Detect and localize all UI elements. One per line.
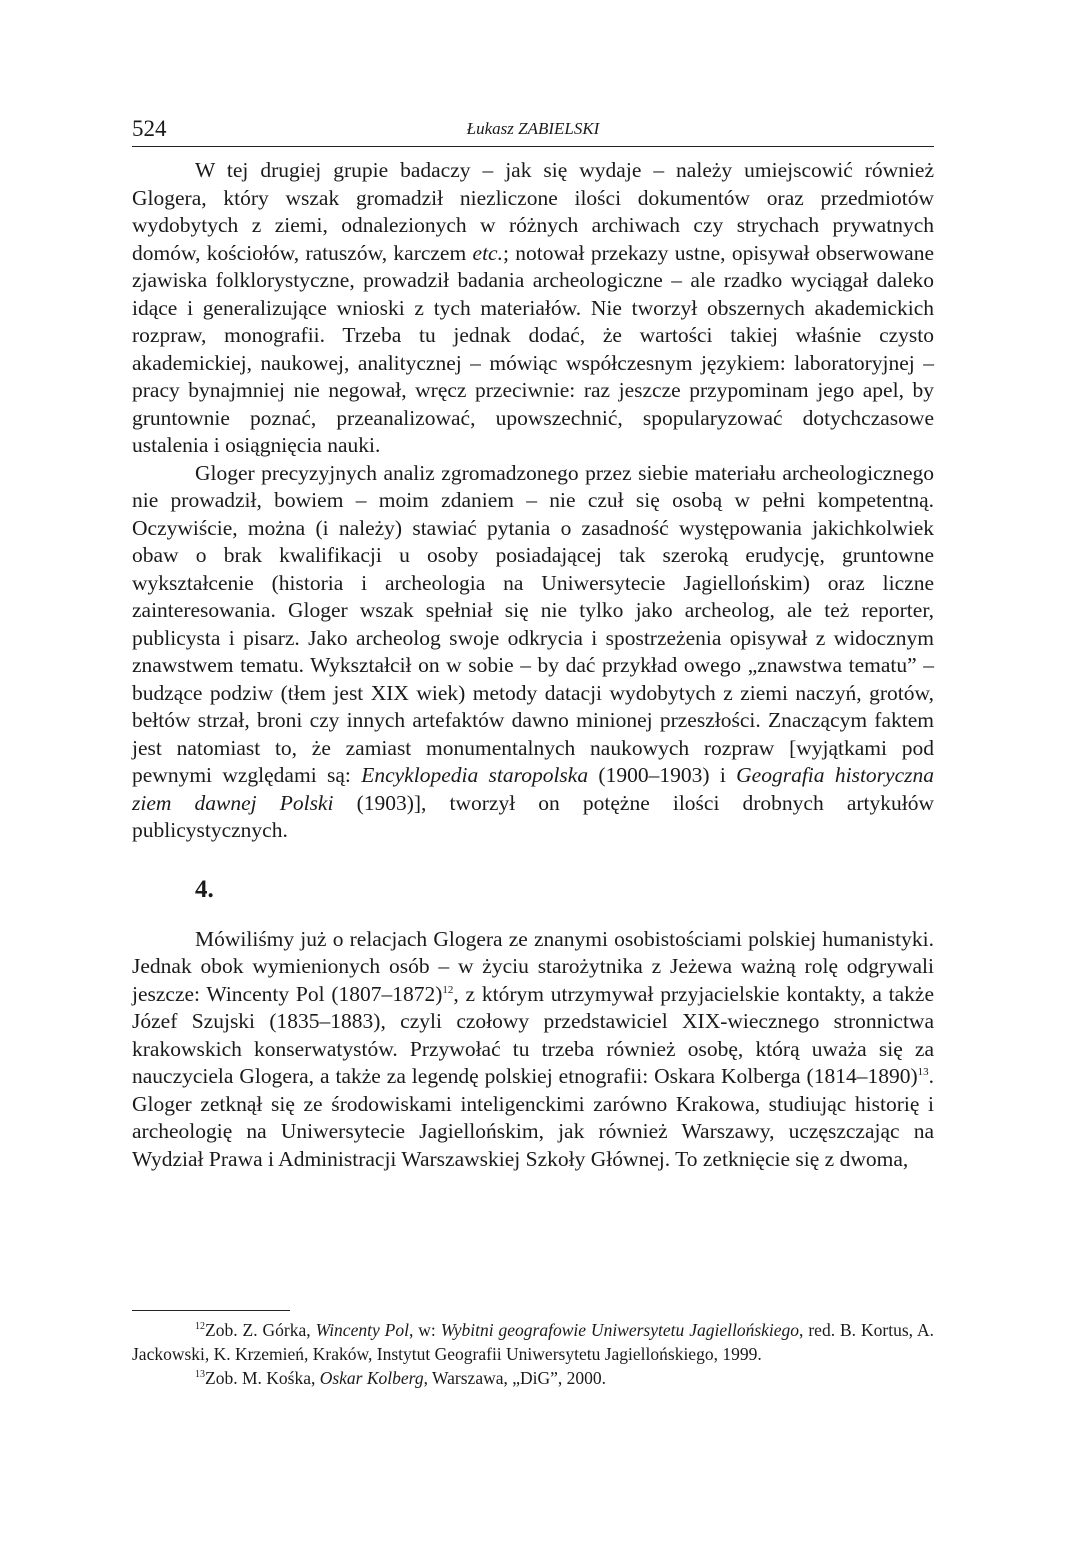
running-head-author: Łukasz ZABIELSKI <box>466 119 600 138</box>
paragraph-3-text-a: Mówiliśmy już o relacjach Glogera ze znanymi osobistościami polskiej humanistyki. Jednak obok wymienionych osób – w życiu starożytnika z Jeżewa ważną rolę odgrywali jeszcze: Wincenty Pol (1807–1872) <box>132 926 934 1006</box>
footnote-12-number: 12 <box>195 1321 205 1333</box>
paragraph-2-text-b: (1900–1903) i <box>588 763 737 787</box>
page-number: 524 <box>132 116 167 141</box>
paragraph-2-text-c: (1903)], tworzył on potężne ilości drobnych artykułów publicystycznych. <box>132 790 935 842</box>
paragraph-2-italic-title-2: Geografia historyczna ziem dawnej Polski <box>132 763 934 815</box>
footnote-13 <box>132 1366 934 1390</box>
page-header <box>132 116 934 147</box>
paragraph-2 <box>132 460 934 845</box>
paragraph-1-text-a: W tej drugiej grupie badaczy – jak się wydaje – należy umiejscowić również Glogera, który wszak gromadził niezliczone ilości dokumentów oraz przedmiotów wydobytych z ziemi, odnalezionych w różnych archiwach czy strychach prywatnych domów, kościołów, ratuszów, karczem <box>132 158 934 265</box>
paragraph-2-italic-title-1: Encyklopedia staropolska <box>361 763 589 787</box>
paragraph-2-text-a: Gloger precyzyjnych analiz zgromadzonego przez siebie materiału archeologicznego nie prowadził, bowiem – moim zdaniem – nie czuł się osobą w pełni kompetentną. Oczywiście, można (i należy) stawiać pytania o zasadność występowania jakichkolwiek obaw o brak kwalifikacji u osoby posiadającej tak szeroką erudycję, gruntowne wykształcenie (historia i archeologia na Uniwersytecie Jagiellońskim) oraz liczne zainteresowania. Gloger wszak spełniał się nie tylko jako archeolog, ale też reporter, publicysta i pisarz. Jako archeolog swoje odkrycia i spostrzeżenia opisywał z widocznym znawstwem tematu. Wykształcił on w sobie – by dać przykład owego „znawstwa tematu” – budzące podziw (tłem jest XIX wiek) metody datacji wydobytych z ziemi naczyń, grotów, bełtów strzał, broni czy innych artefaktów dawno minionej przeszłości. Znaczącym faktem jest natomiast to, że zamiast monumentalnych naukowych rozpraw [wyjątkami pod pewnymi względami są: <box>132 460 934 787</box>
section-heading: 4. <box>195 875 214 903</box>
paragraph-3 <box>132 926 934 1174</box>
paragraph-1 <box>132 157 934 460</box>
footnote-13-number: 13 <box>195 1369 205 1381</box>
footnote-12-text-c: , red. B. Kortus, A. Jackowski, K. Krzemień, Kraków, Instytut Geografii Uniwersytetu Jagiellońskiego, 1999. <box>132 1320 935 1364</box>
footnote-12-text-b: , w: <box>408 1320 441 1340</box>
footnote-13-text-a: Zob. M. Kośka, <box>205 1368 320 1388</box>
footnotes <box>132 1318 934 1390</box>
paragraph-1-italic-etc: etc. <box>472 240 503 265</box>
paragraph-3-text-c: . Gloger zetknął się ze środowiskami inteligenckimi zarówno Krakowa, studiując historię i archeologię na Uniwersytecie Jagiellońskim, jak również Warszawy, uczęszczając na Wydział Prawa i Administracji Warszawskiej Szkoły Głównej. To zetknięcie się z dwoma, <box>132 1064 934 1171</box>
footnote-separator <box>132 1310 290 1311</box>
paragraph-1-text-b: ; notował przekazy ustne, opisywał obserwowane zjawiska folklorystyczne, prowadził badania archeologiczne – ale rzadko wyciągał daleko idące i generalizujące wnioski z tych materiałów. Nie tworzył obszernych akademickich rozpraw, monografii. Trzeba tu jednak dodać, że wartości takiej właśnie czysto akademickiej, naukowej, analitycznej – mówiąc współczesnym językiem: laboratoryjnej – pracy bynajmniej nie negował, wręcz przeciwnie: raz jeszcze przypominam jego apel, by gruntownie poznać, przeanalizować, upowszechnić, spopularyzować dotychczasowe ustalenia i osiągnięcia nauki. <box>132 240 934 457</box>
footnote-13-text-b: , Warszawa, „DiG”, 2000. <box>423 1368 607 1388</box>
body-text <box>132 157 934 1173</box>
footnote-12-italic-title-1: Wincenty Pol <box>315 1320 409 1340</box>
footnote-ref-12: 12 <box>442 983 454 996</box>
footnote-ref-13: 13 <box>917 1065 929 1078</box>
footnote-12-italic-title-2: Wybitni geografowie Uniwersytetu Jagiellońskiego <box>440 1320 800 1340</box>
paragraph-3-text-b: , z którym utrzymywał przyjacielskie kontakty, a także Józef Szujski (1835–1883), czyli czołowy przedstawiciel XIX-wiecznego stronnictwa krakowskich konserwatystów. Przywołać tu trzeba również osobę, którą uważa się za nauczyciela Glogera, a także za legendę polskiej etnografii: Oskara Kolberga (1814–1890) <box>132 981 934 1088</box>
footnote-13-italic-title-1: Oskar Kolberg <box>319 1368 424 1388</box>
footnote-12-text-a: Zob. Z. Górka, <box>205 1320 316 1340</box>
footnote-12 <box>132 1318 934 1366</box>
